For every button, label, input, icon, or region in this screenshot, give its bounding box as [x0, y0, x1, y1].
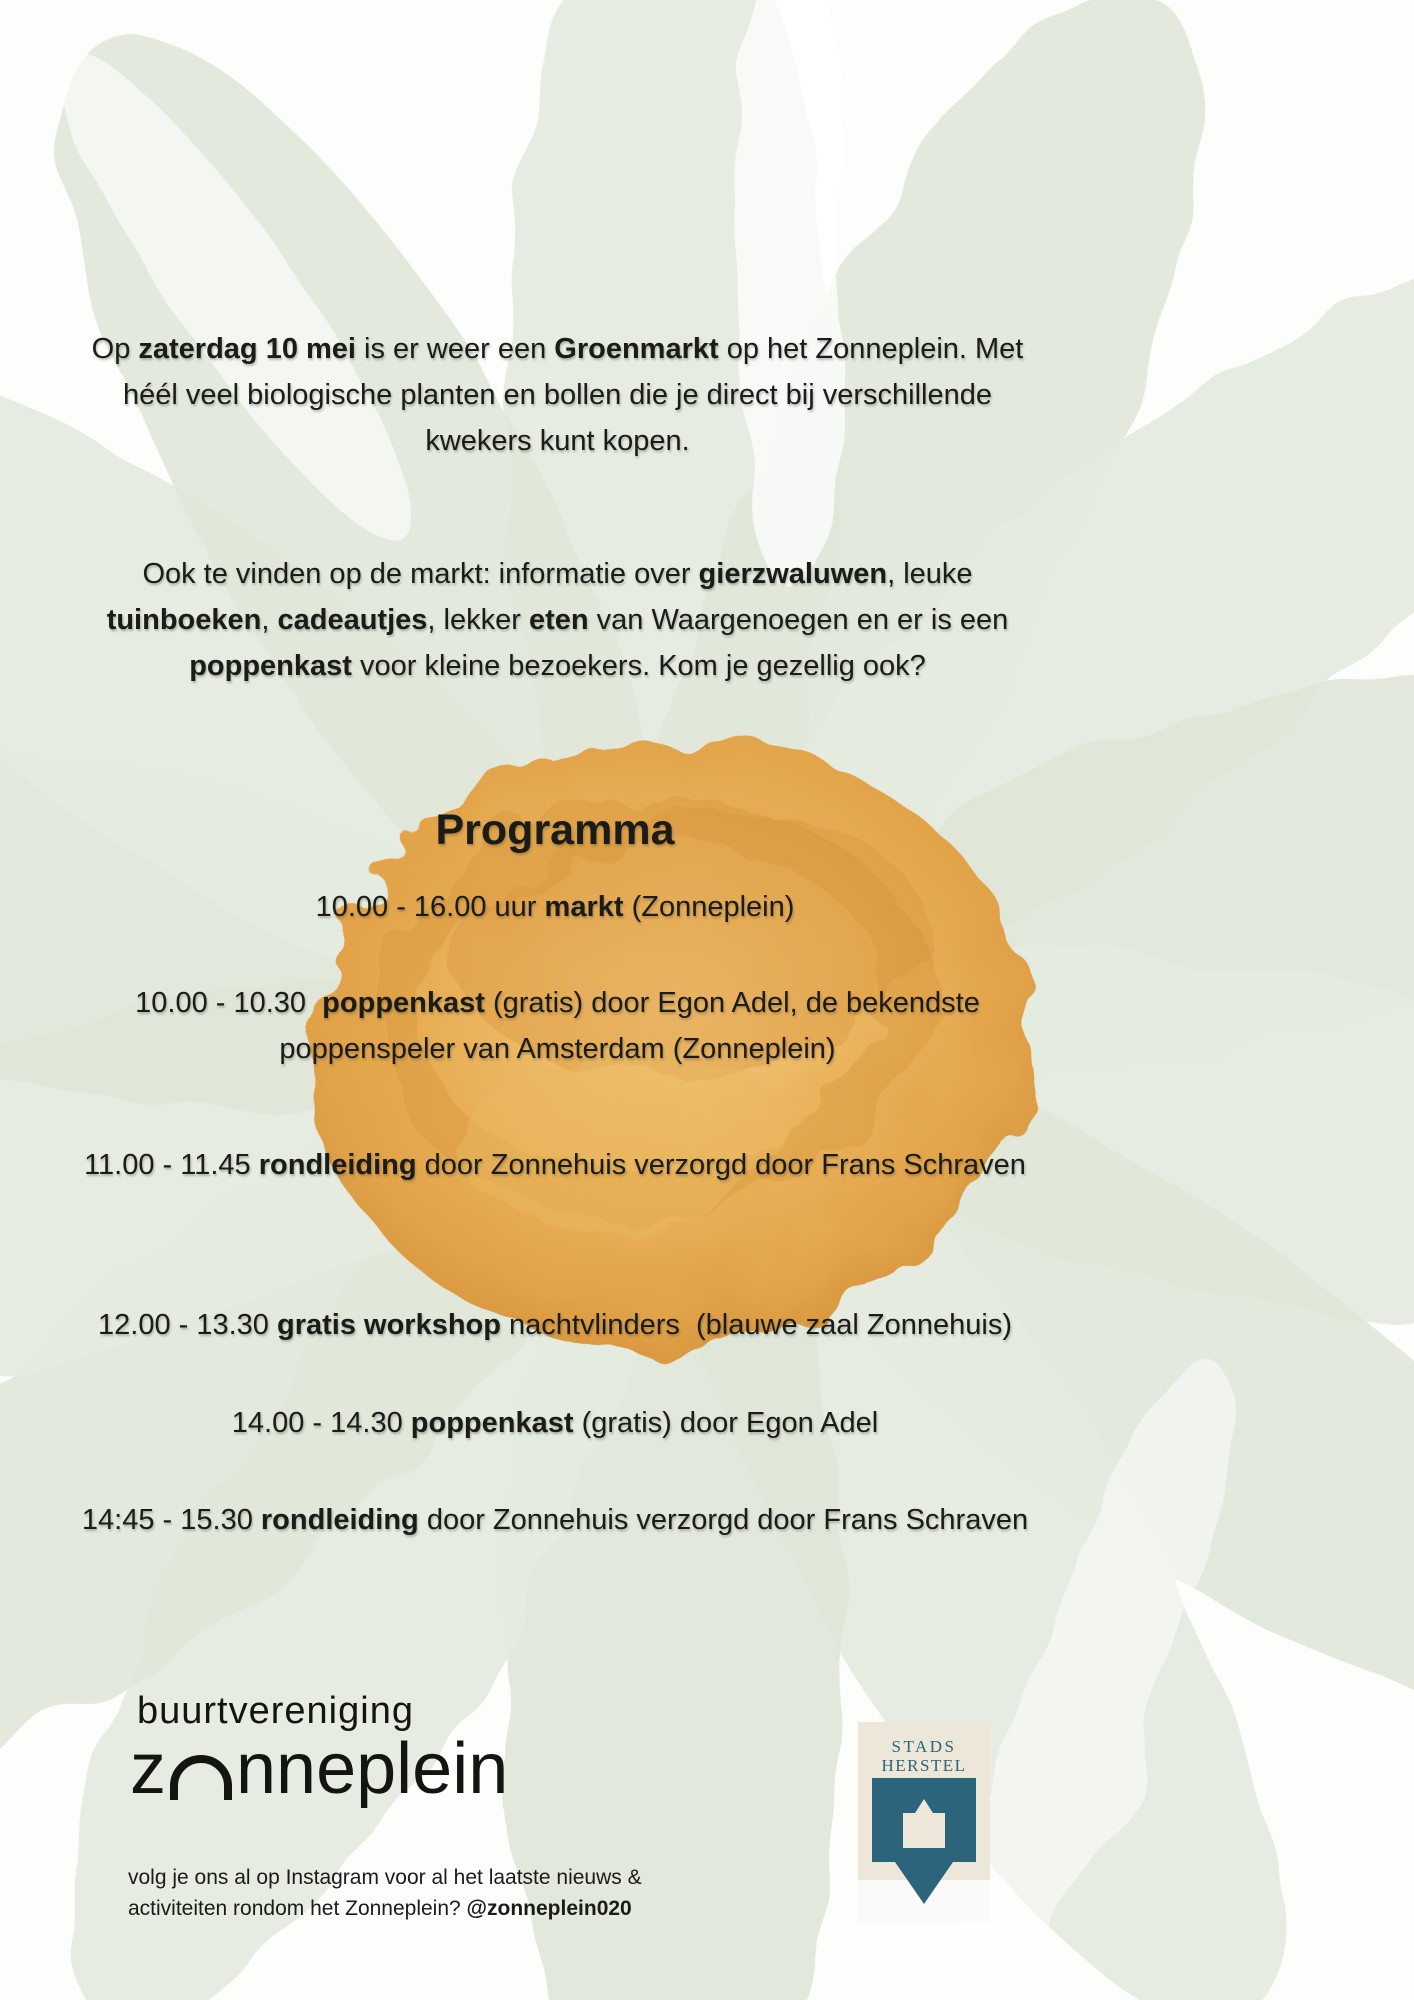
- item-time: 11.00 - 11.45: [84, 1149, 259, 1181]
- intro-text: voor kleine bezoekers. Kom je gezellig ook?: [351, 650, 926, 682]
- item-location: (gratis) door Egon Adel, de bekendste poppenspeler van Amsterdam (Zonneplein): [279, 987, 988, 1065]
- intro-paragraph-2: [105, 551, 1017, 689]
- item-time: 14:45 - 15.30: [81, 1504, 261, 1536]
- item-location: nachtvlinders (blauwe zaal Zonnehuis): [500, 1309, 1012, 1341]
- program-heading: Programma: [435, 805, 675, 854]
- intro-text: , leuke: [887, 558, 981, 590]
- highlight: eten: [528, 604, 589, 636]
- highlight: cadeautjes: [277, 604, 428, 636]
- program-item-poppenkast-2: [0, 1400, 1110, 1446]
- event-date: zaterdag 10 mei: [138, 333, 356, 365]
- intro-text: , lekker: [427, 604, 529, 636]
- program-item-markt: [0, 884, 1110, 930]
- highlight: poppenkast: [189, 650, 352, 682]
- instagram-handle: @zonneplein020: [466, 1897, 632, 1920]
- program-item-rondleiding-1: [80, 1142, 1030, 1188]
- item-location: door Zonnehuis verzorgd door Frans Schraven: [418, 1504, 1029, 1536]
- item-time: 10.00 - 10.30: [135, 987, 323, 1019]
- intro-text: Op: [91, 333, 139, 365]
- item-time: 10.00 - 16.00 uur: [315, 891, 545, 923]
- stadsherstel-text-stads: STADS: [891, 1737, 957, 1756]
- item-activity: poppenkast: [410, 1407, 574, 1439]
- intro-text: op het Zonneplein. Met héél veel biologische planten en bollen die je direct bij verschillende kwekers kunt kopen.: [123, 333, 1032, 457]
- item-location: (gratis) door Egon Adel: [573, 1407, 879, 1439]
- intro-text: Ook te vinden op de markt: informatie over: [142, 558, 699, 590]
- instagram-line-1: volg je ons al op Instagram voor al het laatste nieuws &: [128, 1866, 642, 1889]
- instagram-line-2: [128, 1893, 668, 1924]
- item-location: (Zonneplein): [623, 891, 795, 923]
- program-item-rondleiding-2: [80, 1497, 1030, 1543]
- logo-text-post: nneplein: [236, 1729, 509, 1809]
- association-label: buurtvereniging: [137, 1690, 414, 1732]
- item-time: 14.00 - 14.30: [231, 1407, 411, 1439]
- intro-text: is er weer een: [356, 333, 555, 365]
- item-time: 12.00 - 13.30: [98, 1309, 277, 1341]
- program-item-workshop: [30, 1302, 1080, 1348]
- item-location: door Zonnehuis verzorgd door Frans Schraven: [416, 1149, 1026, 1181]
- intro-text: van Waargenoegen en er is een: [588, 604, 1017, 636]
- zonneplein-arch-icon: [169, 1746, 233, 1800]
- intro-paragraph-1: [85, 326, 1030, 464]
- instagram-note: [128, 1862, 668, 1924]
- highlight: tuinboeken: [106, 604, 262, 636]
- intro-text: ,: [261, 604, 278, 636]
- item-activity: poppenkast: [322, 987, 485, 1019]
- item-activity: gratis workshop: [276, 1309, 501, 1341]
- event-name: Groenmarkt: [554, 333, 719, 365]
- stadsherstel-logo: [858, 1722, 990, 1922]
- zonneplein-logo: [130, 1728, 508, 1810]
- stadsherstel-text-herstel: HERSTEL: [881, 1756, 967, 1775]
- item-activity: rondleiding: [258, 1149, 417, 1181]
- highlight: gierzwaluwen: [698, 558, 888, 590]
- item-activity: markt: [544, 891, 624, 923]
- logo-text-pre: z: [130, 1729, 166, 1809]
- item-activity: rondleiding: [260, 1504, 419, 1536]
- program-item-poppenkast-1: [75, 980, 1040, 1072]
- instagram-text: activiteiten rondom het Zonneplein?: [128, 1897, 467, 1920]
